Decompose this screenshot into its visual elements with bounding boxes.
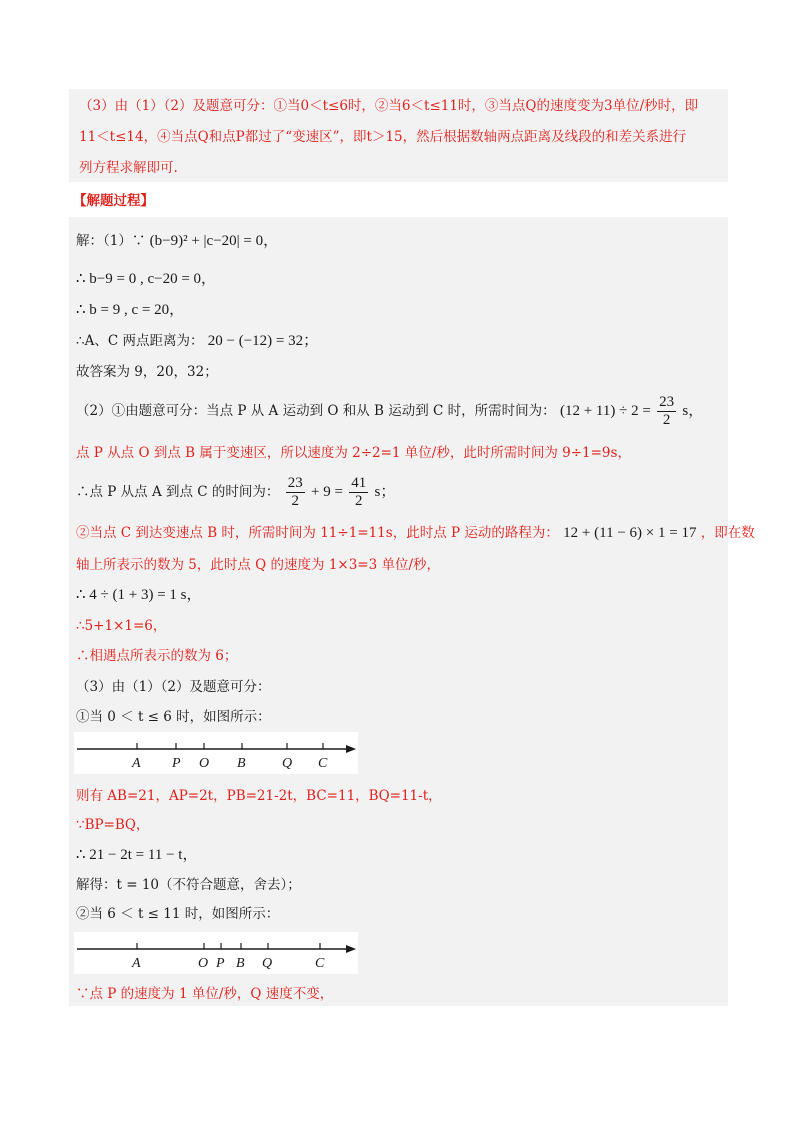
fraction-numerator: 23 [287,475,303,491]
fraction-denominator: 2 [662,412,671,428]
fraction-41-2 [349,475,368,510]
analysis-line-3: 列方程求解即可. [79,160,178,176]
solution-line-2: ∴ b−9 = 0 , c−20 = 0， [76,271,217,287]
fraction-23-2 [657,394,676,429]
point-label-q: Q [262,956,273,971]
solution-line-6-math: (12 + 11) ÷ 2 = [559,403,651,419]
solution-line-8 [76,474,395,510]
fraction-denominator: 2 [354,493,363,509]
solution-line-9 [76,524,755,542]
solution-line-9-math: 12 + (11 − 6) × 1 = 17 [563,525,697,541]
solution-line-12: ∴5+1×1=6， [76,618,167,634]
solution-line-4 [76,332,318,350]
point-label-q: Q [282,756,293,771]
analysis-line-1: （3）由（1）（2）及题意可分：①当0＜t≤6时，②当6＜t≤11时，③当点Q的速度变为3单位/秒时，即 [79,98,699,114]
solution-line-20: ②当 6 ＜ t ≤ 11 时，如图所示： [76,906,280,922]
solution-line-13: ∴相遇点所表示的数为 6； [76,648,238,664]
solution-line-8-unit: s； [374,484,396,500]
solution-line-7: 点 P 从点 O 到点 B 属于变速区，所以速度为 2÷2=1 单位/秒，此时所需时间为 9÷1=9s， [76,445,631,461]
fraction-numerator: 23 [659,394,675,410]
solution-line-5: 故答案为 9，20，32； [76,364,218,380]
point-label-c: C [318,756,328,771]
solution-line-15: ①当 0 ＜ t ≤ 6 时，如图所示： [76,709,271,725]
solution-line-11: ∴ 4 ÷ (1 + 3) = 1 s， [76,587,202,603]
solution-line-6-text: （2）①由题意可分：当点 P 从 A 运动到 O 和从 B 运动到 C 时，所需时间为： [76,403,556,419]
solution-line-1 [76,232,278,250]
solution-line-8-text: ∴点 P 从点 A 到点 C 的时间为： [76,484,280,500]
solution-line-6-unit: s， [682,403,704,419]
solution-line-1-text: 解：（1）∵ [76,233,146,249]
point-label-a: A [132,756,141,771]
solution-line-8-plus: + 9 = [311,484,343,500]
analysis-line-2: 11＜t≤14，④当点Q和点P都过了“变速区”，即t＞15，然后根据数轴两点距离及线段的和差关系进行 [79,129,687,145]
solution-line-10: 轴上所表示的数为 5，此时点 Q 的速度为 1×3=3 单位/秒， [76,557,441,573]
solution-line-18: ∴ 21 − 2t = 11 − t， [76,847,198,863]
point-label-p: P [216,956,225,971]
section-header: 【解题过程】 [73,193,154,209]
solution-line-14: （3）由（1）（2）及题意可分： [76,679,271,695]
solution-line-16: 则有 AB=21，AP=2t，PB=21-2t，BC=11，BQ=11-t， [76,788,442,804]
solution-line-9-tail: ，即在数 [700,525,755,541]
solution-line-17: ∵BP=BQ， [76,817,150,833]
solution-line-21: ∵点 P 的速度为 1 单位/秒，Q 速度不变， [76,986,334,1002]
solution-line-4-text: ∴A、C 两点距离为： [76,333,204,349]
point-label-b: B [237,756,246,771]
point-label-b: B [236,956,245,971]
fraction-numerator: 41 [351,475,367,491]
solution-line-9-text: ②当点 C 到达变速点 B 时，所需时间为 11÷1=11s，此时点 P 运动的路程为： [76,525,559,541]
number-line-1 [74,732,358,774]
solution-line-4-math: 20 − (−12) = 32； [207,333,319,349]
point-label-p: P [172,756,181,771]
number-line-2 [74,932,358,974]
fraction-23-2-b [286,475,305,510]
point-label-c: C [315,956,325,971]
solution-line-19: 解得：t = 10（不符合题意，舍去）； [76,877,301,893]
solution-line-3: ∴ b = 9 , c = 20， [76,302,185,318]
point-label-o: O [198,956,209,971]
solution-line-6 [76,393,703,429]
solution-line-1-math: (b−9)² + |c−20| = 0， [149,233,279,249]
point-label-a: A [132,956,141,971]
point-label-o: O [199,756,210,771]
fraction-denominator: 2 [291,493,299,509]
